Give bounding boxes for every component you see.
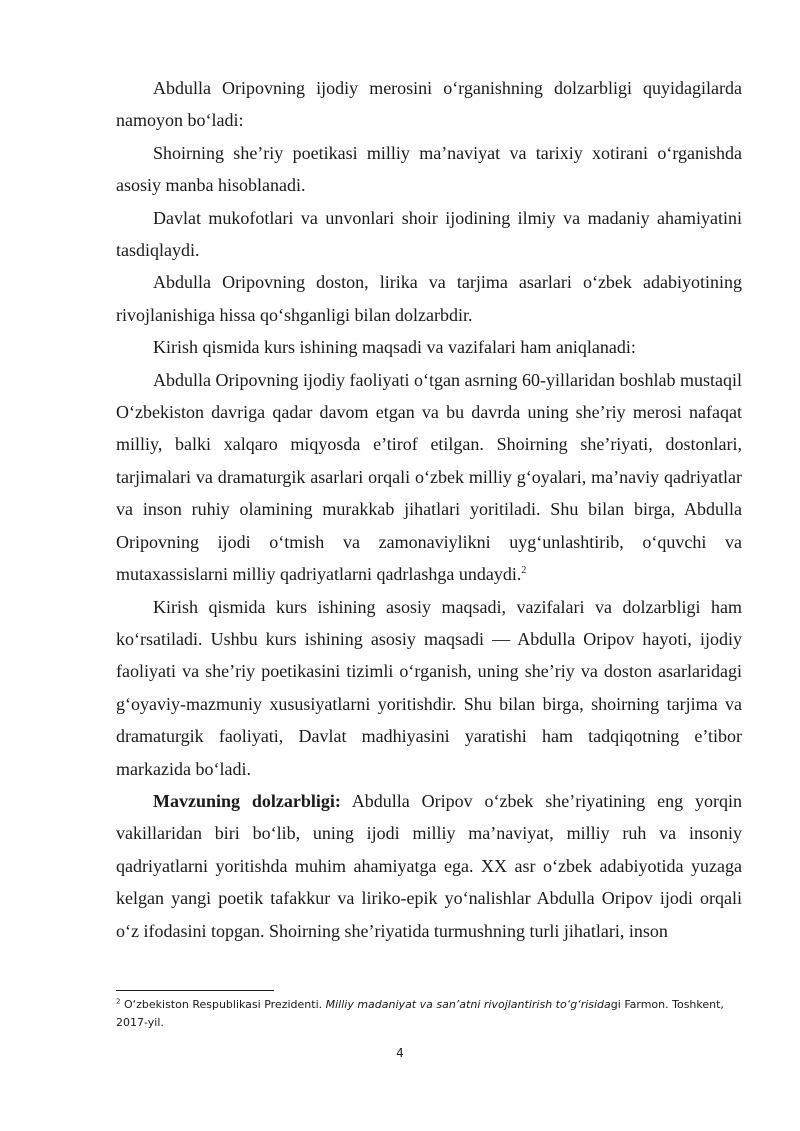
page-number: 4 xyxy=(396,1046,404,1060)
paragraph-7: Kirish qismida kurs ishining asosiy maqsadi, vazifalari va dolzarbligi ham ko‘rsatiladi. Ushbu kurs ishining asosiy maqsadi — Abdulla Oripov hayoti, ijodiy faoliyati va she’riy poetikasini tizimli o‘rganish, uning she’riy va doston asarlaridagi g‘oyaviy-mazmuniy xususiyatlarni yoritishdir. Shu bilan birga, shoirning tarjima va dramaturgik faoliyati, Davlat madhiyasini yaratishi ham tadqiqotning e’tibor markazida bo‘ladi. xyxy=(116,596,742,779)
paragraph-6-text: Abdulla Oripovning ijodiy faoliyati o‘tgan asrning 60-yillaridan boshlab mustaqil O‘zbekiston davriga qadar davom etgan va bu davrda uning she’riy merosi nafaqat milliy, balki xalqaro miqyosda e’tirof etilgan. Shoirning she’riyati, dostonlari, tarjimalari va dramaturgik asarlari orqali o‘zbek milliy g‘oyalari, ma’naviy qadriyatlar va inson ruhiy olamining murakkab jihatlari yoritiladi. Shu bilan birga, Abdulla Oripovning ijodi o‘tmish va zamonaviylikni uyg‘unlashtirib, o‘quvchi va mutaxassislarni milliy qadriyatlarni qadrlashga undaydi. xyxy=(116,369,742,585)
paragraph-6 xyxy=(116,364,742,591)
paragraph-2: Shoirning she’riy poetikasi milliy ma’naviyat va tarixiy xotirani o‘rganishda asosiy manba hisoblanadi. xyxy=(116,142,742,196)
paragraph-3: Davlat mukofotlari va unvonlari shoir ijodining ilmiy va madaniy ahamiyatini tasdiqlaydi. xyxy=(116,207,742,261)
paragraph-8 xyxy=(116,785,742,947)
paragraph-4: Abdulla Oripovning doston, lirika va tarjima asarlari o‘zbek adabiyotining rivojlanishiga hissa qo‘shganligi bilan dolzarbdir. xyxy=(116,272,742,325)
footnote-separator xyxy=(116,990,274,991)
relevance-heading: Mavzuning dolzarbligi: xyxy=(153,790,341,811)
footnote-number: 2 xyxy=(116,997,121,1006)
relevance-text: Abdulla Oripov o‘zbek she’riyatining eng yorqin vakillaridan biri bo‘lib, uning ijodi milliy ma’naviyat, milliy ruh va insoniy qadriyatlarni yoritishda muhim ahamiyatga ega. XX asr o‘zbek adabiyotida yuzaga kelgan yangi poetik tafakkur va liriko-epik yo‘nalishlar Abdulla Oripov ijodi orqali o‘z ifodasini topgan. Shoirning she’riyatida turmushning turli jihatlari, inson xyxy=(116,790,742,941)
footnote-author: O‘zbekiston Respublikasi Prezidenti. xyxy=(120,998,326,1011)
footnote-reference[interactable]: 2 xyxy=(521,565,527,577)
paragraph-1: Abdulla Oripovning ijodiy merosini o‘rganishning dolzarbligi quyidagilarda namoyon bo‘ladi: xyxy=(116,78,742,131)
body-text xyxy=(116,72,742,947)
footnote-title: Milliy madaniyat va san’atni rivojlantirish to‘g‘risida xyxy=(325,998,611,1011)
footnote-rest: gi Farmon. Toshkent, 2017-yil. xyxy=(116,998,724,1029)
footnote xyxy=(116,996,742,1032)
paragraph-5: Kirish qismida kurs ishining maqsadi va vazifalari ham aniqlanadi: xyxy=(153,337,636,358)
